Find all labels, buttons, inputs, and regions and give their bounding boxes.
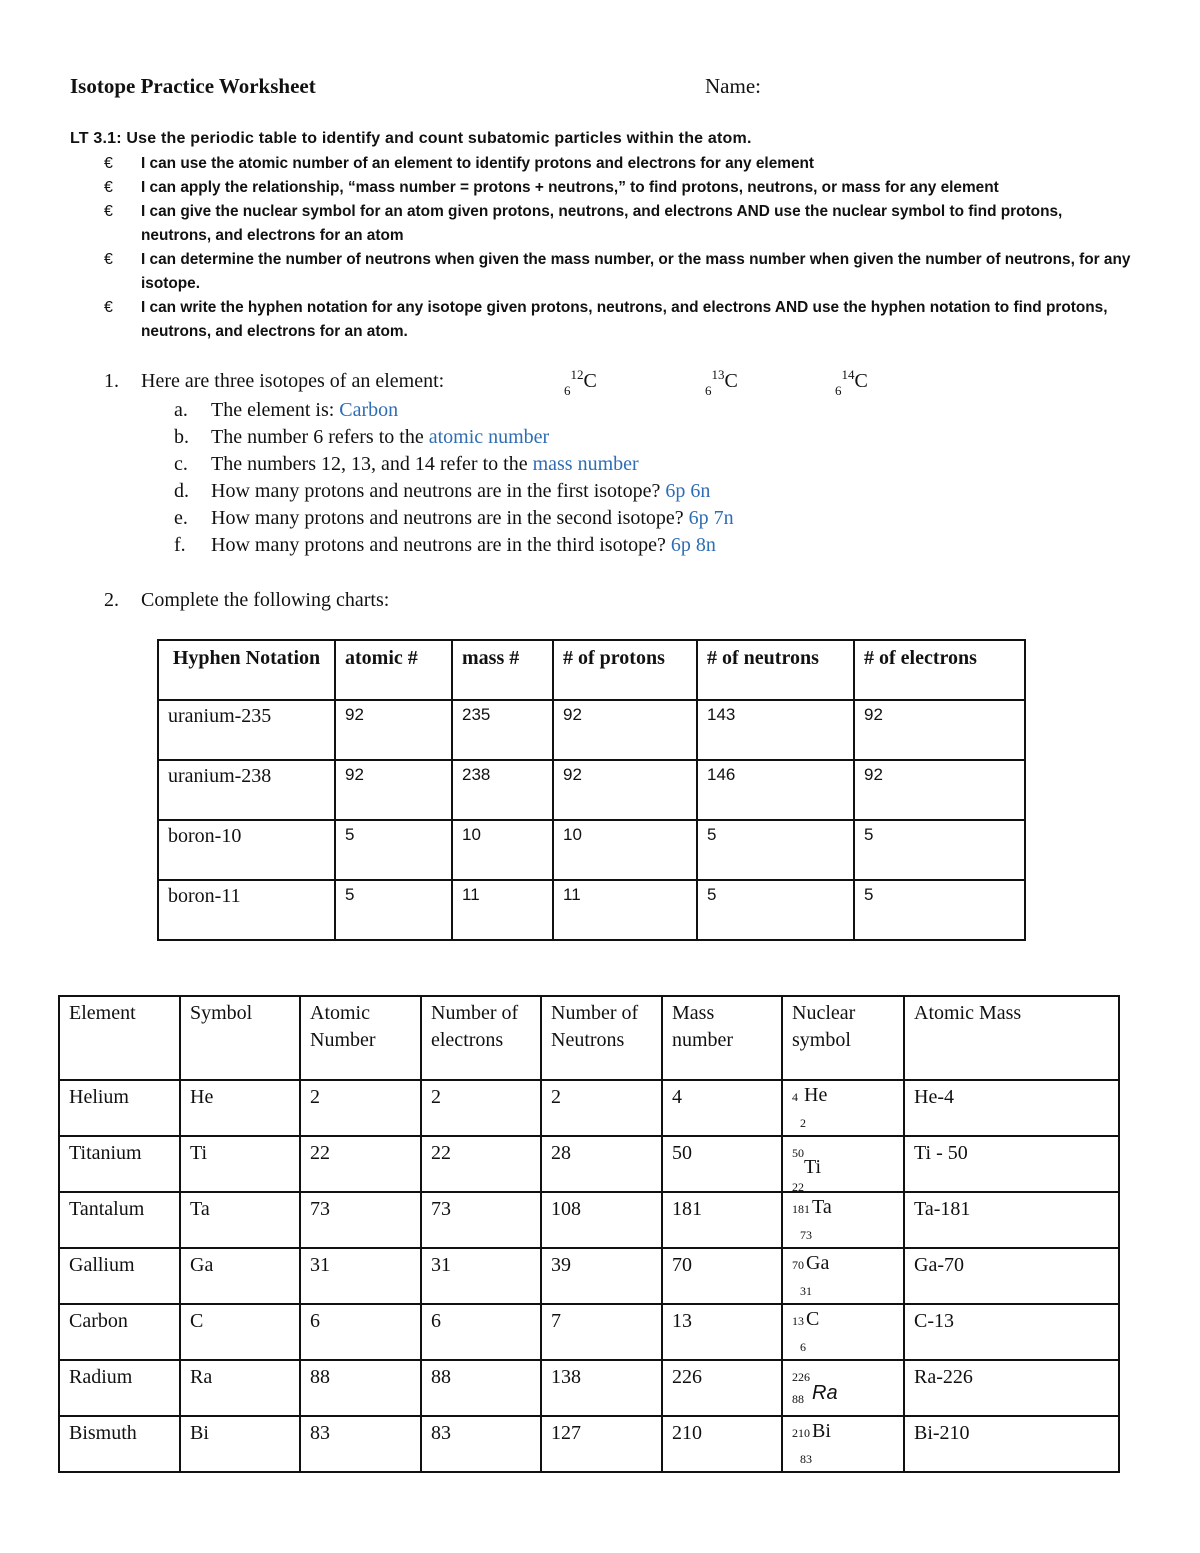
table-cell: 70 [662,1248,782,1304]
table-cell: 226 [662,1360,782,1416]
table-cell: 92 [854,700,1025,760]
table-cell: 143 [697,700,854,760]
table-cell: 73 [421,1192,541,1248]
table-row [59,1192,1119,1248]
nuclear-symbol-cell: 181 Ta 73 [782,1192,904,1248]
bullet-icon: € [104,299,113,316]
table-row [59,1416,1119,1472]
answer-text: 6p 7n [688,507,734,529]
objective-item: € I can use the atomic number of an element to identify protons and electrons for any element [104,152,1134,176]
learning-target-heading: LT 3.1: Use the periodic table to identify and count subatomic particles within the atom. [70,130,752,147]
table-cell: 181 [662,1192,782,1248]
table-cell: 108 [541,1192,662,1248]
isotope-symbol: $_6^{14}$C [835,367,868,398]
table-cell: Helium [59,1080,180,1136]
column-header: Mass number [662,996,782,1080]
table-cell: Tantalum [59,1192,180,1248]
table-cell: 5 [697,820,854,880]
table-cell: 92 [335,700,452,760]
table-row [59,1136,1119,1192]
table-cell: 92 [553,760,697,820]
column-header: Atomic Number [300,996,421,1080]
objective-item: € I can determine the number of neutrons when given the mass number, or the mass number when given the number of neutrons, for any isotope. [104,248,1134,296]
table-cell: 92 [854,760,1025,820]
objective-item: € I can write the hyphen notation for any isotope given protons, neutrons, and electrons AND use the hyphen notation to find protons, neutrons, and electrons for an atom. [104,296,1134,344]
table-cell: Carbon [59,1304,180,1360]
question-text: Here are three isotopes of an element: [141,370,445,392]
table-cell: 39 [541,1248,662,1304]
table-cell: Ta [180,1192,300,1248]
table-row [59,1360,1119,1416]
table-row [158,700,1025,760]
nuclear-symbol-cell: 210 Bi 83 [782,1416,904,1472]
column-header: Nuclear symbol [782,996,904,1080]
table-cell: 28 [541,1136,662,1192]
sub-question: c. The numbers 12, 13, and 14 refer to the mass number [174,453,639,475]
table-cell: Ra [180,1360,300,1416]
table-cell: 22 [300,1136,421,1192]
table-cell: 88 [300,1360,421,1416]
column-header: Number of electrons [421,996,541,1080]
table-cell: 10 [553,820,697,880]
table-cell: 92 [335,760,452,820]
table-cell: 22 [421,1136,541,1192]
table-cell: Bi-210 [904,1416,1119,1472]
answer-text: mass number [532,453,639,475]
table-cell: 2 [300,1080,421,1136]
answer-text: Carbon [339,399,399,421]
bullet-icon: € [104,155,113,172]
table-cell: 31 [300,1248,421,1304]
table-cell: 83 [421,1416,541,1472]
table-cell: Ga-70 [904,1248,1119,1304]
bullet-icon: € [104,179,113,196]
table-row [59,1248,1119,1304]
table-cell: He-4 [904,1080,1119,1136]
isotope-symbol: $_6^{12}$C [564,367,597,398]
table-cell: 5 [697,880,854,940]
table-cell: 2 [421,1080,541,1136]
column-header: Symbol [180,996,300,1080]
table-cell: 5 [335,880,452,940]
table-cell: 73 [300,1192,421,1248]
table-row [158,820,1025,880]
table-cell: 235 [452,700,553,760]
table-cell: Ra-226 [904,1360,1119,1416]
isotope-symbol: $_6^{13}$C [705,367,738,398]
table-cell: 4 [662,1080,782,1136]
sub-question: e. How many protons and neutrons are in the second isotope? 6p 7n [174,507,734,529]
table-cell: 13 [662,1304,782,1360]
objective-item: € I can give the nuclear symbol for an atom given protons, neutrons, and electrons AND use the nuclear symbol to find protons, neutrons, and electrons for an atom [104,200,1134,248]
column-header: # of neutrons [697,640,854,700]
table-cell: Bi [180,1416,300,1472]
table-cell: 238 [452,760,553,820]
sub-question: d. How many protons and neutrons are in the first isotope? 6p 6n [174,480,711,502]
table-cell: 50 [662,1136,782,1192]
table-cell: Ta-181 [904,1192,1119,1248]
question-text: Complete the following charts: [141,589,390,611]
bullet-icon: € [104,203,113,220]
sub-question: f. How many protons and neutrons are in the third isotope? 6p 8n [174,534,716,556]
sub-question: a. The element is: Carbon [174,399,399,421]
table-cell: Bismuth [59,1416,180,1472]
page-title: Isotope Practice Worksheet [70,74,316,98]
column-header: Atomic Mass [904,996,1119,1080]
table-row [158,760,1025,820]
table-cell: boron-11 [158,880,335,940]
table-cell: Ti - 50 [904,1136,1119,1192]
table-cell: 92 [553,700,697,760]
table-cell: 127 [541,1416,662,1472]
table-cell: Ti [180,1136,300,1192]
element-properties-table [58,995,1120,1473]
column-header: # of electrons [854,640,1025,700]
table-cell: Gallium [59,1248,180,1304]
table-cell: 6 [421,1304,541,1360]
table-cell: 5 [854,880,1025,940]
table-cell: 88 [421,1360,541,1416]
table-cell: 11 [452,880,553,940]
nuclear-symbol-cell: 50 Ti 22 [782,1136,904,1192]
table-cell: 7 [541,1304,662,1360]
nuclear-symbol-cell: 226 Ra 88 [782,1360,904,1416]
column-header: mass # [452,640,553,700]
table-cell: C-13 [904,1304,1119,1360]
table-header-row [158,640,1025,700]
table-cell: 5 [335,820,452,880]
bullet-icon: € [104,251,113,268]
table-cell: 5 [854,820,1025,880]
table-cell: 6 [300,1304,421,1360]
name-label: Name: [705,74,761,98]
nuclear-symbol-cell: 13 C 6 [782,1304,904,1360]
answer-text: atomic number [428,426,550,448]
sub-question: b. The number 6 refers to the atomic number [174,426,550,448]
nuclear-symbol-cell: 4 He 2 [782,1080,904,1136]
column-header: atomic # [335,640,452,700]
table-row [158,880,1025,940]
table-row [59,1304,1119,1360]
table-cell: uranium-238 [158,760,335,820]
column-header: Hyphen Notation [158,640,335,700]
table-cell: uranium-235 [158,700,335,760]
table-cell: He [180,1080,300,1136]
table-cell: 138 [541,1360,662,1416]
column-header: Element [59,996,180,1080]
hyphen-notation-table [157,639,1026,941]
objective-list [104,152,1134,344]
question-number: 2. [104,589,119,611]
question-number: 1. [104,370,119,392]
table-cell: 11 [553,880,697,940]
table-cell: 146 [697,760,854,820]
table-cell: Titanium [59,1136,180,1192]
table-cell: Ga [180,1248,300,1304]
nuclear-symbol-cell: 70 Ga 31 [782,1248,904,1304]
table-header-row [59,996,1119,1080]
table-cell: 31 [421,1248,541,1304]
column-header: Number of Neutrons [541,996,662,1080]
table-cell: Radium [59,1360,180,1416]
objective-item: € I can apply the relationship, “mass number = protons + neutrons,” to find protons, neutrons, or mass for any element [104,176,1134,200]
table-cell: 210 [662,1416,782,1472]
table-cell: boron-10 [158,820,335,880]
column-header: # of protons [553,640,697,700]
table-row [59,1080,1119,1136]
answer-text: 6p 6n [665,480,711,502]
table-cell: 83 [300,1416,421,1472]
table-cell: C [180,1304,300,1360]
table-cell: 2 [541,1080,662,1136]
answer-text: 6p 8n [670,534,716,556]
table-cell: 10 [452,820,553,880]
